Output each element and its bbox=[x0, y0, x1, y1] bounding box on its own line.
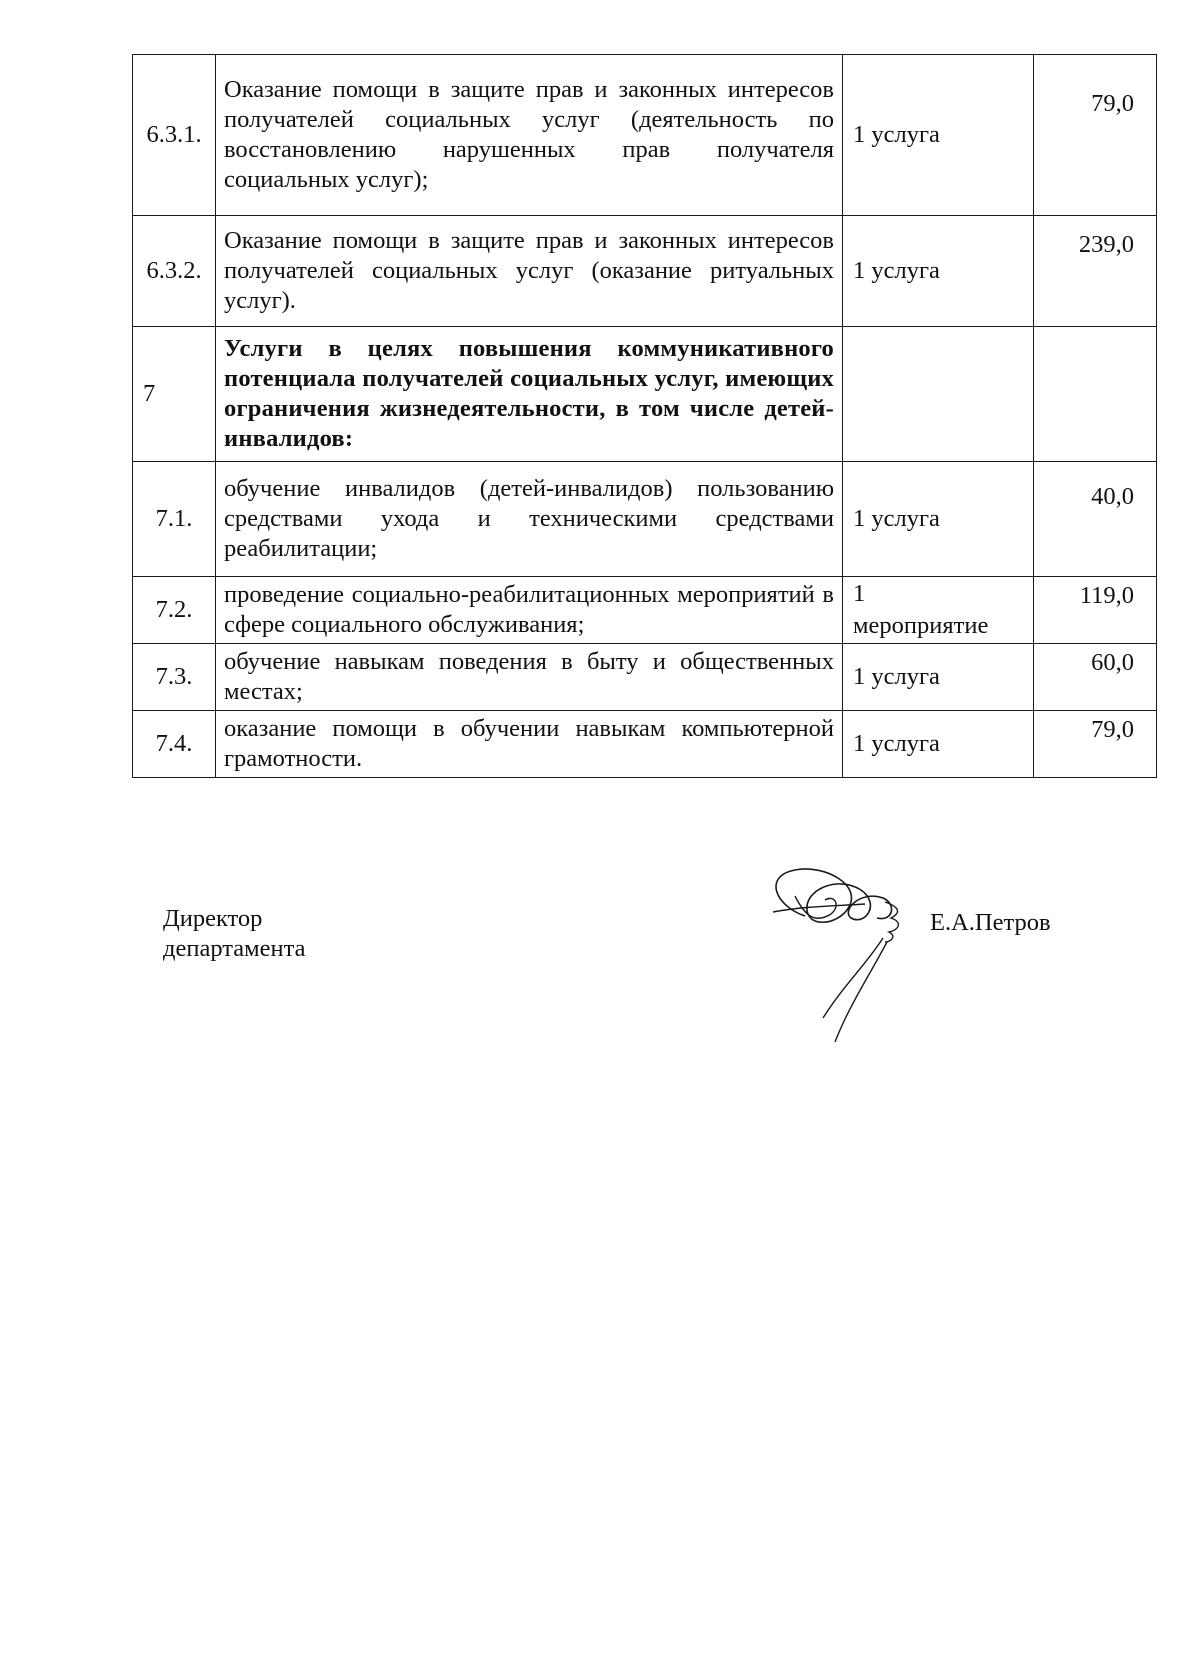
signatory-name: Е.А.Петров bbox=[930, 909, 1051, 936]
service-unit bbox=[843, 577, 1034, 644]
section-number: 7 bbox=[133, 327, 216, 462]
service-description: обучение навыкам поведения в быту и общественных местах; bbox=[216, 644, 843, 711]
service-price bbox=[1034, 327, 1157, 462]
service-unit bbox=[843, 327, 1034, 462]
service-description: Оказание помощи в защите прав и законных интересов получателей социальных услуг (оказание ритуальных услуг). bbox=[216, 216, 843, 327]
tariff-table bbox=[132, 54, 1157, 778]
table-row bbox=[133, 711, 1157, 778]
service-unit: 1 услуга bbox=[843, 55, 1034, 216]
service-description: оказание помощи в обучении навыкам компьютерной грамотности. bbox=[216, 711, 843, 778]
row-number: 7.2. bbox=[133, 577, 216, 644]
service-price: 239,0 bbox=[1034, 216, 1157, 327]
service-description: проведение социально-реабилитационных мероприятий в сфере социального обслуживания; bbox=[216, 577, 843, 644]
signatory-title bbox=[163, 904, 306, 964]
service-unit: 1 услуга bbox=[843, 462, 1034, 577]
table-row bbox=[133, 577, 1157, 644]
table-row bbox=[133, 462, 1157, 577]
service-price: 119,0 bbox=[1034, 577, 1157, 644]
table-row bbox=[133, 327, 1157, 462]
service-description: Оказание помощи в защите прав и законных интересов получателей социальных услуг (деятельность по восстановлению нарушенных прав получателя социальных услуг); bbox=[216, 55, 843, 216]
section-heading: Услуги в целях повышения коммуникативного потенциала получателей социальных услуг, имеющих ограничения жизнедеятельности, в том числе детей-инвалидов: bbox=[216, 327, 843, 462]
table-row bbox=[133, 55, 1157, 216]
service-description: обучение инвалидов (детей-инвалидов) пользованию средствами ухода и техническими средствами реабилитации; bbox=[216, 462, 843, 577]
row-number: 6.3.2. bbox=[133, 216, 216, 327]
table-row bbox=[133, 644, 1157, 711]
unit-quantity: 1 bbox=[853, 580, 866, 607]
service-price: 40,0 bbox=[1034, 462, 1157, 577]
row-number: 7.1. bbox=[133, 462, 216, 577]
signatory-title-line1: Директор bbox=[163, 905, 263, 932]
signatory-title-line2: департамента bbox=[163, 935, 306, 962]
row-number: 7.4. bbox=[133, 711, 216, 778]
service-price: 60,0 bbox=[1034, 644, 1157, 711]
service-unit: 1 услуга bbox=[843, 644, 1034, 711]
handwritten-signature bbox=[765, 866, 945, 1056]
table-row bbox=[133, 216, 1157, 327]
service-unit: 1 услуга bbox=[843, 711, 1034, 778]
service-price: 79,0 bbox=[1034, 55, 1157, 216]
row-number: 7.3. bbox=[133, 644, 216, 711]
unit-name: мероприятие bbox=[853, 612, 989, 639]
service-unit: 1 услуга bbox=[843, 216, 1034, 327]
row-number: 6.3.1. bbox=[133, 55, 216, 216]
service-price: 79,0 bbox=[1034, 711, 1157, 778]
